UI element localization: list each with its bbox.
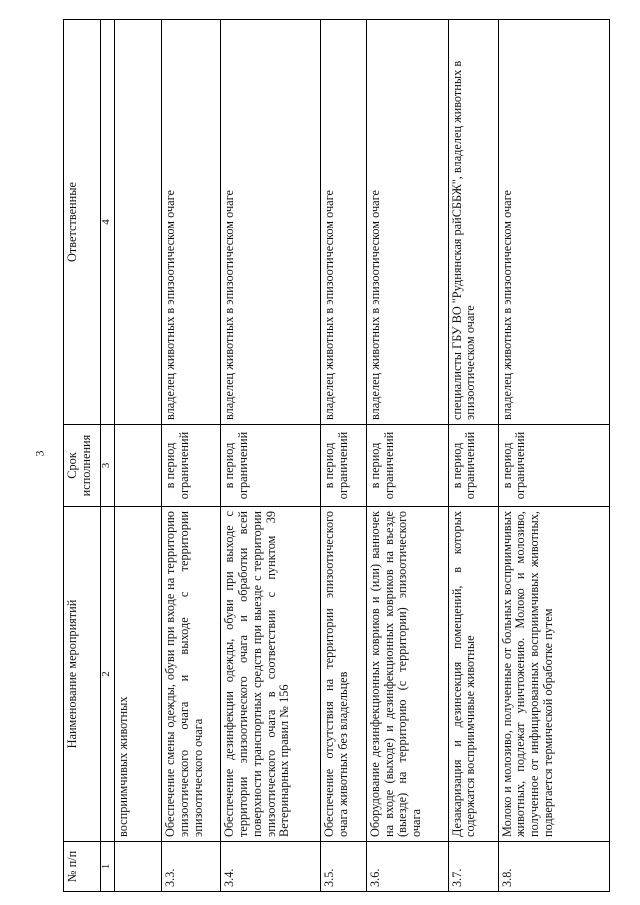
row-responsible: владелец животных в эпизоотическом очаге [162, 20, 221, 425]
row-measure: Молоко и молозиво, полученные от больных восприимчивых животных, подлежат уничтожению. Молоко и молозиво, полученное от инфицированных восприимчивых животных, подвергается термической обработке путем [498, 507, 609, 842]
column-number: 1 [100, 842, 114, 892]
row-measure: Обеспечение отсутствия на территории эпизоотического очага животных без владельцев [321, 507, 366, 842]
row-responsible: владелец животных в эпизоотическом очаге [366, 20, 448, 425]
row-measure: Оборудование дезинфекционных ковриков и (или) ванночек на входе (выходе) и дезинфекционных ковриков на въезде (выезде) на территорию (с территории) эпизоотического очага [366, 507, 448, 842]
measures-table [63, 19, 610, 892]
table-row [114, 20, 162, 892]
row-term: в период ограничений [366, 425, 448, 507]
header-num: № п/п [64, 842, 101, 892]
row-number: 3.6. [366, 842, 448, 892]
row-number: 3.3. [162, 842, 221, 892]
column-number: 4 [100, 20, 114, 425]
row-responsible [114, 20, 162, 425]
row-measure: восприимчивых животных [114, 507, 162, 842]
row-responsible: специалисты ГБУ ВО "Руднянская райСББЖ", владелец животных в эпизоотическом очаге [448, 20, 498, 425]
table-header-row [64, 20, 101, 892]
row-term: в период ограничений [498, 425, 609, 507]
column-number: 2 [100, 507, 114, 842]
table-row [221, 20, 321, 892]
row-term: в период ограничений [321, 425, 366, 507]
row-responsible: владелец животных в эпизоотическом очаге [221, 20, 321, 425]
page-number: 3 [32, 450, 47, 457]
row-measure: Обеспечение смены одежды, обуви при входе на территорию эпизоотического очага и выходе с территории эпизоотического очага [162, 507, 221, 842]
header-responsible: Ответственные [64, 20, 101, 425]
row-number: 3.5. [321, 842, 366, 892]
header-name: Наименование мероприятий [64, 507, 101, 842]
table-row [366, 20, 448, 892]
row-term: в период ограничений [221, 425, 321, 507]
table-row [162, 20, 221, 892]
column-number-row [100, 20, 114, 892]
row-responsible: владелец животных в эпизоотическом очаге [321, 20, 366, 425]
row-term: в период ограничений [448, 425, 498, 507]
row-number: 3.8. [498, 842, 609, 892]
row-term: в период ограничений [162, 425, 221, 507]
table-container [63, 20, 610, 892]
table-row [321, 20, 366, 892]
row-number: 3.7. [448, 842, 498, 892]
row-measure: Дезакаризация и дезинсекция помещений, в которых содержатся восприимчивые животные [448, 507, 498, 842]
row-term [114, 425, 162, 507]
row-measure: Обеспечение дезинфекции одежды, обуви при выходе с территории эпизоотического очага и обработки всей поверхности транспортных средств при выезде с территории эпизоотического очага в соответствии с пунктом 39 Ветеринарных правил № 156 [221, 507, 321, 842]
table-row [498, 20, 609, 892]
header-term: Срок исполнения [64, 425, 101, 507]
column-number: 3 [100, 425, 114, 507]
row-number: 3.4. [221, 842, 321, 892]
row-responsible: владелец животных в эпизоотическом очаге [498, 20, 609, 425]
table-row [448, 20, 498, 892]
row-number [114, 842, 162, 892]
